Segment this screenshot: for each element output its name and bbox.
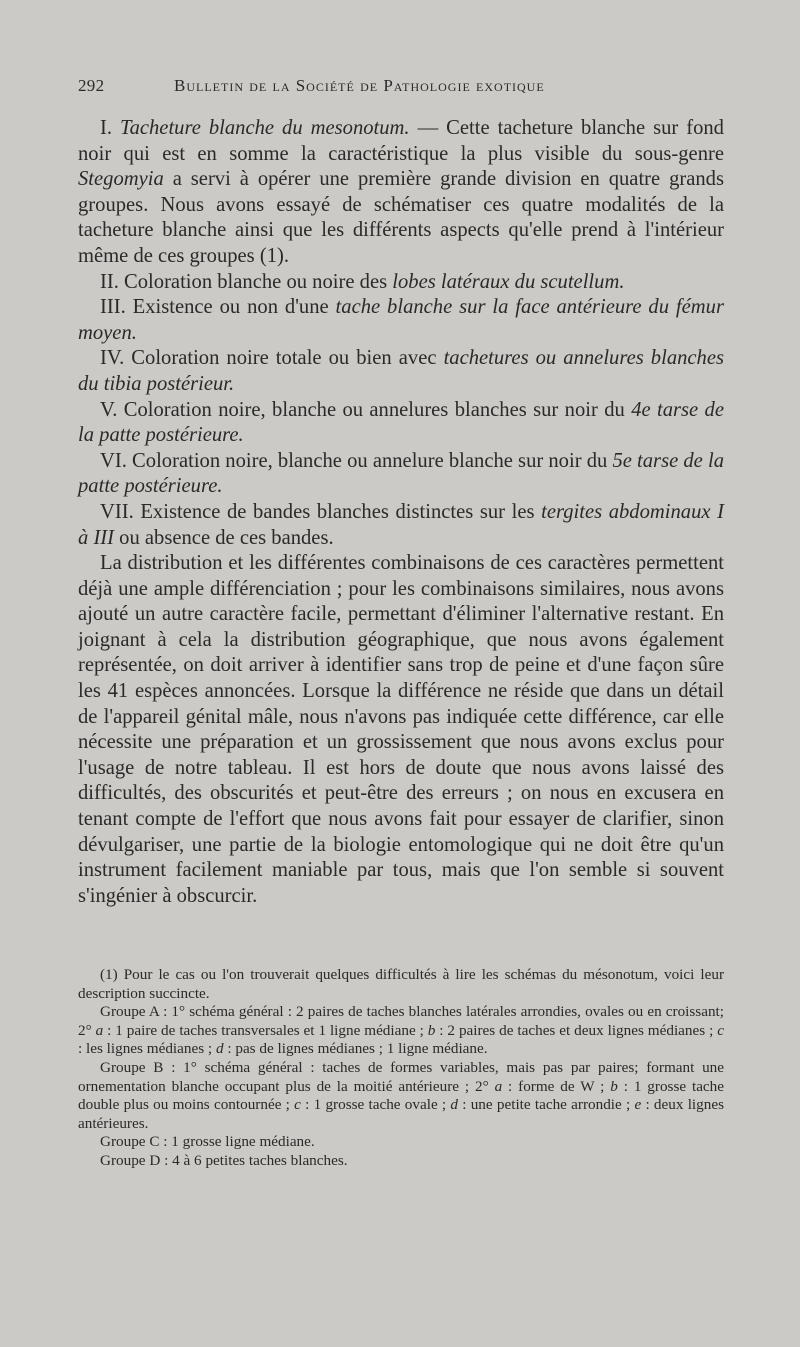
footnote-groupe-c: Groupe C : 1 grosse ligne médiane. [100,1133,315,1151]
footnote-text: Groupe B : 1° schéma général : taches de formes variables, mais pas par paires; formant une ornementation blanche occupant plus de la moitié antérieure ; 2° [78,1058,724,1095]
paragraph-text: ou absence de ces bandes. [114,526,334,549]
paragraph-text: Existence ou non d'une [125,296,336,319]
italic-term: lobes latéraux du scutellum. [392,270,625,293]
paragraph-3 [78,295,724,346]
italic-letter: b [610,1077,618,1095]
main-text [78,116,724,909]
item-number: IV. [100,347,125,370]
item-number: VII. [100,500,134,523]
italic-letter: e [634,1096,642,1114]
paragraph-5 [78,398,724,449]
paragraph-text: Existence de bandes blanches distinctes sur les [133,500,542,523]
running-header [78,76,724,98]
italic-term: Stegomyia [78,168,164,191]
italic-term: tergites abdominaux I à III [78,500,724,549]
footnote-text: : forme de W ; [502,1077,611,1095]
italic-letter: d [215,1040,224,1058]
paragraph-8: La distribution et les différentes combinaisons de ces caractères permettent déjà une ample différenciation ; pour les combinaisons similaires, nous avons ajouté un autre caractère facile, permettant d'éliminer l'alternative restant. En joignant à cela la distribution géographique, que nous avons également représentée, on doit arriver à identifier sans trop de peine et d'une façon sûre les 41 espèces annoncées. Lorsque la différence ne réside que dans un détail de l'appareil génital mâle, nous n'avons pas indiquée cette différence, car elle nécessite une préparation et un grossissement que nous avons exclus pour l'usage de notre tableau. Il est hors de doute que nous avons laissé des difficultés, des obscurités et peut-être des erreurs ; on nous en excusera en tenant compte de l'effort que nous avons fait pour essayer de clarifier, sinon dévulgariser, une partie de la biologie entomologique qui ne doit être qu'un instrument facilement maniable par tous, mais que l'on semble si souvent s'ingénier à obscurcir. [78,552,724,907]
italic-letter: b [427,1021,436,1039]
item-number: III. [100,296,126,319]
paragraph-1 [78,116,724,270]
paragraph-text: — Cette tacheture blanche sur fond noir qui est en somme la caractéristique la plus visible du sous-genre [78,117,724,165]
italic-term: tache blanche sur la face antérieure du fémur moyen. [78,296,724,344]
italic-term: tachetures ou annelures blanches du tibia postérieur. [78,347,725,395]
footnote-text: : 1 grosse tache double plus ou moins contournée ; [78,1077,725,1114]
footnote-groupe-d: Groupe D : 4 à 6 petites taches blanches. [100,1151,348,1169]
footnote-text: : 1 paire de taches transversales et 1 ligne médiane ; [103,1021,428,1039]
paragraph-text: Coloration noire totale ou bien avec [124,347,444,370]
italic-letter: a [95,1021,104,1039]
footnote-text: Groupe A : 1° schéma général : 2 paires de taches blanches latérales arrondies, ovales ou en croissant; 2° [78,1003,724,1039]
item-number: I. [100,117,113,139]
footnote-text: : deux lignes antérieures. [78,1096,724,1132]
paragraph-text: Coloration noire, blanche ou annelure blanche sur noir du [126,449,613,472]
italic-term: Tacheture blanche du mesonotum. [120,117,410,139]
italic-letter: c [717,1021,724,1039]
footnote-groupe-b [78,1059,724,1133]
footnote-groupe-a [78,1003,724,1059]
italic-letter: a [494,1077,503,1095]
journal-title: Bulletin de la Société de Pathologie exotique [174,76,545,95]
item-number: II. [100,270,119,293]
footnote-text: : pas de lignes médianes ; 1 ligne médiane. [223,1040,488,1058]
paragraph-6 [78,449,724,500]
paragraph-4 [78,346,724,397]
paragraph-text: Coloration blanche ou noire des [118,270,393,293]
footnote-text: : 1 grosse tache ovale ; [300,1096,451,1114]
page-number: 292 [78,76,105,95]
italic-term: 5e tarse de la patte postérieure. [78,449,724,498]
paragraph-text: Coloration noire, blanche ou annelures blanches sur noir du [117,398,632,421]
italic-letter: d [450,1096,458,1114]
item-number: V. [100,398,118,421]
footnote-text: : les lignes médianes ; [78,1040,216,1058]
footnote-intro: (1) Pour le cas ou l'on trouverait quelques difficultés à lire les schémas du mésonotum, voici leur description succincte. [78,966,724,1002]
footnote-text: : une petite tache arrondie ; [458,1096,635,1114]
footnote-text: : 2 paires de taches et deux lignes médianes ; [435,1021,718,1039]
paragraph-2 [78,270,724,296]
italic-letter: c [294,1096,301,1114]
item-number: VI. [100,449,127,472]
italic-term: 4e tarse de la patte postérieure. [78,398,724,447]
paragraph-text: a servi à opérer une première grande division en quatre grands groupes. Nous avons essayé de schématiser ces quatre modalités de la tacheture blanche ainsi que les différents aspects qu'elle prend à l'intérieur même de ces groupes (1). [78,168,724,267]
paragraph-7 [78,500,724,551]
footnote [78,966,724,1171]
